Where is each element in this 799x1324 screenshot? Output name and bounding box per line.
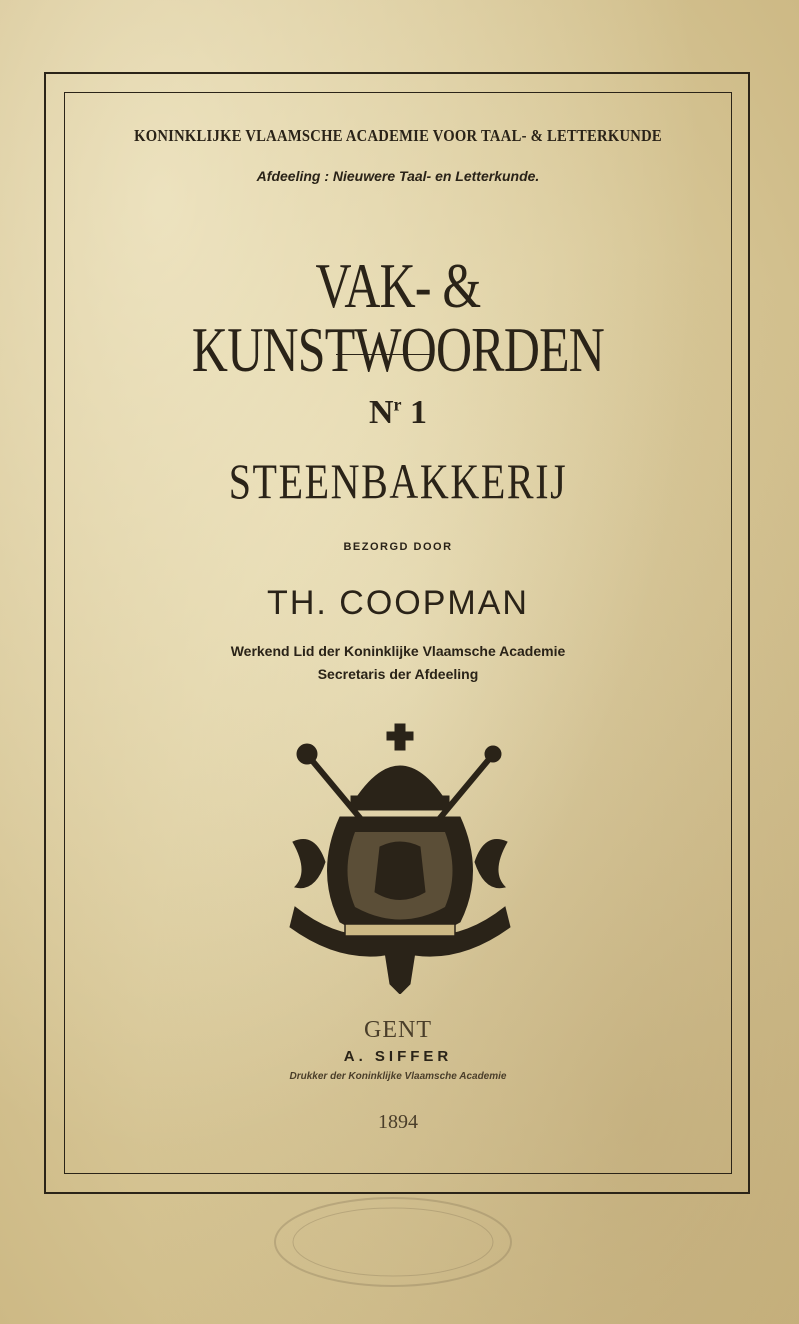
library-stamp-icon [268, 1192, 518, 1292]
author-role-2: Secretaris der Afdeeling [317, 666, 479, 682]
care-of-label: BEZORGD DOOR [343, 541, 453, 553]
city: GENT [364, 1017, 432, 1043]
volume-number [64, 394, 732, 432]
author-name: TH. COOPMAN [267, 584, 529, 622]
number-value: 1 [410, 394, 428, 431]
academy-name: KONINKLIJKE VLAAMSCHE ACADEMIE VOOR TAAL- & LETTERKUNDE [134, 126, 662, 145]
royal-coat-of-arms-icon [285, 722, 515, 994]
main-title: VAK- & KUNSTWOORDEN [191, 250, 605, 385]
author-role-1: Werkend Lid der Koninklijke Vlaamsche Academie [230, 643, 566, 659]
subject-title: STEENBAKKERIJ [228, 453, 568, 509]
section-name: Afdeeling : Nieuwere Taal- en Letterkunde. [256, 168, 540, 184]
number-prefix: N [368, 394, 394, 431]
title-divider [336, 354, 430, 355]
publication-year: 1894 [378, 1111, 418, 1133]
number-superscript: r [393, 394, 402, 415]
printer-name: A. SIFFER [343, 1048, 453, 1065]
printer-role: Drukker der Koninklijke Vlaamsche Academie [289, 1071, 507, 1082]
